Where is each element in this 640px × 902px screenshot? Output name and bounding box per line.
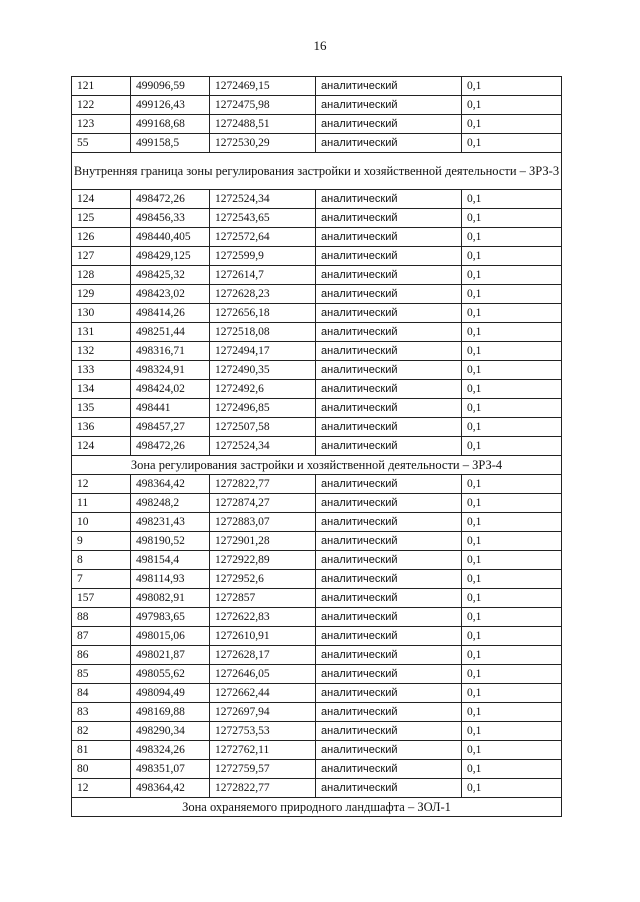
point-number-cell: 85 [72,665,131,684]
point-number-cell: 82 [72,722,131,741]
point-number-cell: 131 [72,323,131,342]
x-coordinate-cell: 498169,88 [131,703,210,722]
table-row [72,570,562,589]
x-coordinate-cell: 498015,06 [131,627,210,646]
y-coordinate-cell: 1272524,34 [210,190,316,209]
accuracy-cell: 0,1 [462,380,562,399]
x-coordinate-cell: 498324,91 [131,361,210,380]
accuracy-cell: 0,1 [462,77,562,96]
accuracy-cell: 0,1 [462,684,562,703]
accuracy-cell: 0,1 [462,779,562,798]
method-cell: аналитический [316,209,462,228]
point-number-cell: 80 [72,760,131,779]
method-cell: аналитический [316,304,462,323]
accuracy-cell: 0,1 [462,134,562,153]
table-row [72,475,562,494]
point-number-cell: 9 [72,532,131,551]
y-coordinate-cell: 1272697,94 [210,703,316,722]
method-cell: аналитический [316,684,462,703]
x-coordinate-cell: 498441 [131,399,210,418]
method-cell: аналитический [316,399,462,418]
accuracy-cell: 0,1 [462,513,562,532]
y-coordinate-cell: 1272622,83 [210,608,316,627]
accuracy-cell: 0,1 [462,627,562,646]
x-coordinate-cell: 498472,26 [131,437,210,456]
table-row [72,266,562,285]
accuracy-cell: 0,1 [462,361,562,380]
y-coordinate-cell: 1272494,17 [210,342,316,361]
x-coordinate-cell: 499096,59 [131,77,210,96]
method-cell: аналитический [316,608,462,627]
table-row [72,323,562,342]
method-cell: аналитический [316,513,462,532]
accuracy-cell: 0,1 [462,570,562,589]
accuracy-cell: 0,1 [462,342,562,361]
accuracy-cell: 0,1 [462,209,562,228]
accuracy-cell: 0,1 [462,304,562,323]
coordinates-table-body [72,77,562,817]
table-row [72,399,562,418]
accuracy-cell: 0,1 [462,247,562,266]
table-row [72,228,562,247]
y-coordinate-cell: 1272628,23 [210,285,316,304]
coordinates-table [71,76,562,817]
x-coordinate-cell: 498055,62 [131,665,210,684]
point-number-cell: 83 [72,703,131,722]
accuracy-cell: 0,1 [462,665,562,684]
table-row [72,304,562,323]
y-coordinate-cell: 1272822,77 [210,779,316,798]
x-coordinate-cell: 498364,42 [131,779,210,798]
y-coordinate-cell: 1272922,89 [210,551,316,570]
table-row [72,513,562,532]
method-cell: аналитический [316,475,462,494]
table-row [72,665,562,684]
y-coordinate-cell: 1272496,85 [210,399,316,418]
y-coordinate-cell: 1272599,9 [210,247,316,266]
section-title: Зона регулирования застройки и хозяйственной деятельности – ЗРЗ-4 [72,456,562,475]
point-number-cell: 84 [72,684,131,703]
method-cell: аналитический [316,115,462,134]
y-coordinate-cell: 1272610,91 [210,627,316,646]
y-coordinate-cell: 1272822,77 [210,475,316,494]
y-coordinate-cell: 1272572,64 [210,228,316,247]
method-cell: аналитический [316,722,462,741]
y-coordinate-cell: 1272662,44 [210,684,316,703]
table-row [72,96,562,115]
table-row [72,551,562,570]
x-coordinate-cell: 499126,43 [131,96,210,115]
x-coordinate-cell: 498456,33 [131,209,210,228]
table-row [72,190,562,209]
table-row [72,115,562,134]
x-coordinate-cell: 498251,44 [131,323,210,342]
point-number-cell: 87 [72,627,131,646]
y-coordinate-cell: 1272883,07 [210,513,316,532]
y-coordinate-cell: 1272469,15 [210,77,316,96]
method-cell: аналитический [316,228,462,247]
table-row [72,779,562,798]
method-cell: аналитический [316,760,462,779]
y-coordinate-cell: 1272901,28 [210,532,316,551]
table-row [72,247,562,266]
x-coordinate-cell: 498114,93 [131,570,210,589]
accuracy-cell: 0,1 [462,285,562,304]
method-cell: аналитический [316,323,462,342]
table-row [72,134,562,153]
accuracy-cell: 0,1 [462,722,562,741]
x-coordinate-cell: 498424,02 [131,380,210,399]
section-header-row [72,153,562,190]
accuracy-cell: 0,1 [462,266,562,285]
accuracy-cell: 0,1 [462,323,562,342]
point-number-cell: 10 [72,513,131,532]
point-number-cell: 12 [72,779,131,798]
table-row [72,532,562,551]
page-number: 16 [313,38,327,53]
x-coordinate-cell: 498423,02 [131,285,210,304]
table-row [72,722,562,741]
point-number-cell: 121 [72,77,131,96]
table-row [72,77,562,96]
point-number-cell: 129 [72,285,131,304]
accuracy-cell: 0,1 [462,418,562,437]
point-number-cell: 133 [72,361,131,380]
section-title: Зона охраняемого природного ландшафта – ЗОЛ-1 [72,798,562,817]
point-number-cell: 132 [72,342,131,361]
table-row [72,646,562,665]
accuracy-cell: 0,1 [462,551,562,570]
point-number-cell: 81 [72,741,131,760]
table-row [72,418,562,437]
table-row [72,209,562,228]
point-number-cell: 12 [72,475,131,494]
accuracy-cell: 0,1 [462,115,562,134]
x-coordinate-cell: 498429,125 [131,247,210,266]
x-coordinate-cell: 499158,5 [131,134,210,153]
point-number-cell: 135 [72,399,131,418]
point-number-cell: 130 [72,304,131,323]
method-cell: аналитический [316,190,462,209]
point-number-cell: 157 [72,589,131,608]
point-number-cell: 126 [72,228,131,247]
x-coordinate-cell: 498094,49 [131,684,210,703]
x-coordinate-cell: 498231,43 [131,513,210,532]
accuracy-cell: 0,1 [462,96,562,115]
table-row [72,494,562,513]
method-cell: аналитический [316,665,462,684]
y-coordinate-cell: 1272507,58 [210,418,316,437]
y-coordinate-cell: 1272518,08 [210,323,316,342]
table-row [72,684,562,703]
point-number-cell: 136 [72,418,131,437]
y-coordinate-cell: 1272646,05 [210,665,316,684]
accuracy-cell: 0,1 [462,589,562,608]
accuracy-cell: 0,1 [462,760,562,779]
x-coordinate-cell: 498190,52 [131,532,210,551]
accuracy-cell: 0,1 [462,532,562,551]
y-coordinate-cell: 1272656,18 [210,304,316,323]
accuracy-cell: 0,1 [462,703,562,722]
method-cell: аналитический [316,418,462,437]
x-coordinate-cell: 498425,32 [131,266,210,285]
table-row [72,703,562,722]
x-coordinate-cell: 498324,26 [131,741,210,760]
point-number-cell: 88 [72,608,131,627]
x-coordinate-cell: 498021,87 [131,646,210,665]
x-coordinate-cell: 498248,2 [131,494,210,513]
method-cell: аналитический [316,646,462,665]
method-cell: аналитический [316,380,462,399]
point-number-cell: 125 [72,209,131,228]
x-coordinate-cell: 498082,91 [131,589,210,608]
point-number-cell: 123 [72,115,131,134]
method-cell: аналитический [316,494,462,513]
y-coordinate-cell: 1272492,6 [210,380,316,399]
method-cell: аналитический [316,247,462,266]
method-cell: аналитический [316,77,462,96]
method-cell: аналитический [316,551,462,570]
table-row [72,285,562,304]
method-cell: аналитический [316,627,462,646]
y-coordinate-cell: 1272857 [210,589,316,608]
method-cell: аналитический [316,779,462,798]
table-row [72,741,562,760]
method-cell: аналитический [316,703,462,722]
point-number-cell: 124 [72,437,131,456]
point-number-cell: 55 [72,134,131,153]
section-header-row [72,798,562,817]
y-coordinate-cell: 1272762,11 [210,741,316,760]
table-row [72,627,562,646]
method-cell: аналитический [316,589,462,608]
y-coordinate-cell: 1272530,29 [210,134,316,153]
method-cell: аналитический [316,134,462,153]
section-header-row [72,456,562,475]
y-coordinate-cell: 1272543,65 [210,209,316,228]
table-row [72,437,562,456]
table-row [72,760,562,779]
point-number-cell: 8 [72,551,131,570]
method-cell: аналитический [316,361,462,380]
x-coordinate-cell: 498364,42 [131,475,210,494]
method-cell: аналитический [316,266,462,285]
y-coordinate-cell: 1272488,51 [210,115,316,134]
y-coordinate-cell: 1272614,7 [210,266,316,285]
table-row [72,380,562,399]
x-coordinate-cell: 498351,07 [131,760,210,779]
section-title: Внутренняя граница зоны регулирования застройки и хозяйственной деятельности – ЗРЗ-3 [72,153,562,190]
method-cell: аналитический [316,342,462,361]
x-coordinate-cell: 498457,27 [131,418,210,437]
x-coordinate-cell: 498440,405 [131,228,210,247]
x-coordinate-cell: 498316,71 [131,342,210,361]
x-coordinate-cell: 499168,68 [131,115,210,134]
x-coordinate-cell: 498154,4 [131,551,210,570]
y-coordinate-cell: 1272490,35 [210,361,316,380]
accuracy-cell: 0,1 [462,190,562,209]
y-coordinate-cell: 1272475,98 [210,96,316,115]
table-row [72,608,562,627]
method-cell: аналитический [316,741,462,760]
method-cell: аналитический [316,437,462,456]
accuracy-cell: 0,1 [462,608,562,627]
table-row [72,361,562,380]
accuracy-cell: 0,1 [462,228,562,247]
y-coordinate-cell: 1272628,17 [210,646,316,665]
point-number-cell: 86 [72,646,131,665]
method-cell: аналитический [316,285,462,304]
y-coordinate-cell: 1272874,27 [210,494,316,513]
y-coordinate-cell: 1272952,6 [210,570,316,589]
x-coordinate-cell: 498472,26 [131,190,210,209]
x-coordinate-cell: 498290,34 [131,722,210,741]
accuracy-cell: 0,1 [462,437,562,456]
accuracy-cell: 0,1 [462,494,562,513]
point-number-cell: 128 [72,266,131,285]
y-coordinate-cell: 1272753,53 [210,722,316,741]
point-number-cell: 134 [72,380,131,399]
accuracy-cell: 0,1 [462,475,562,494]
point-number-cell: 122 [72,96,131,115]
point-number-cell: 7 [72,570,131,589]
point-number-cell: 11 [72,494,131,513]
method-cell: аналитический [316,532,462,551]
accuracy-cell: 0,1 [462,646,562,665]
method-cell: аналитический [316,96,462,115]
accuracy-cell: 0,1 [462,741,562,760]
point-number-cell: 127 [72,247,131,266]
accuracy-cell: 0,1 [462,399,562,418]
y-coordinate-cell: 1272524,34 [210,437,316,456]
y-coordinate-cell: 1272759,57 [210,760,316,779]
table-row [72,589,562,608]
table-row [72,342,562,361]
method-cell: аналитический [316,570,462,589]
x-coordinate-cell: 497983,65 [131,608,210,627]
point-number-cell: 124 [72,190,131,209]
x-coordinate-cell: 498414,26 [131,304,210,323]
